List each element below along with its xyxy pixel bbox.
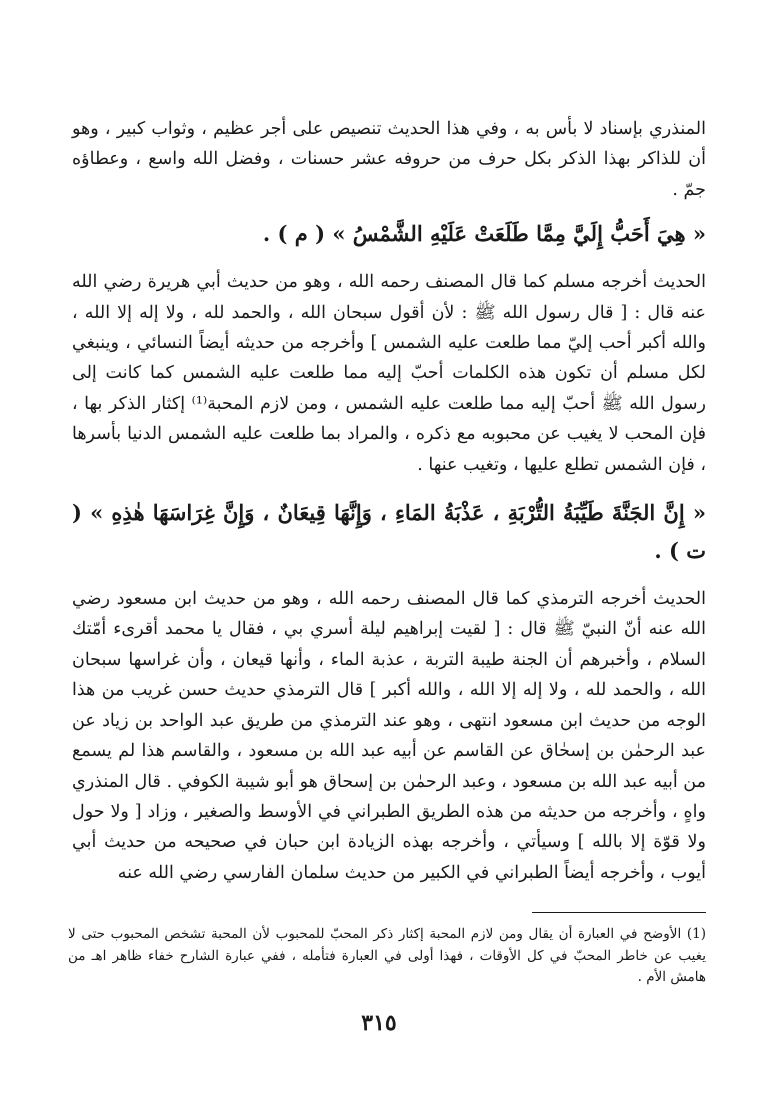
hadith-quote-1: « هِيَ أَحَبُّ إِلَيَّ مِمَّا طَلَعَتْ عَلَيْهِ الشَّمْسُ » ( م ) . — [262, 221, 706, 247]
hadith-quote-2: « إِنَّ الجَنَّةَ طَيِّبَةُ التُّرْبَةِ ، عَذْبَةُ المَاءِ ، وَإِنَّهَا قِيعَانٌ ، وَإِنَّ غِرَاسَهَا هٰذِهِ » ( ت ) . — [72, 500, 706, 564]
paragraph-intro: المنذري بإسناد لا بأس به ، وفي هذا الحديث تنصيص على أجر عظيم ، وثواب كبير ، وهو أن للذاكر بهذا الذكر بكل حرف من حروفه عشر حسنات ، وفضل الله واسع ، وعطاؤه جمّ . — [72, 119, 706, 200]
page-number: ٣١٥ — [361, 1010, 397, 1036]
footnote: (1) الأوضح في العبارة أن يقال ومن لازم المحبة إكثار ذكر المحبّ للمحبوب لأن المحبة تشخص المحبوب حتى لا يغيب عن خاطر المحبّ في كل الأوقات ، فهذا أولى في العبارة فتأمله ، ففي عبارة الشارح خفاء ظاهر اهـ من هامش الأم . — [68, 926, 706, 985]
page-body — [72, 114, 706, 888]
paragraph-commentary-2: الحديث أخرجه الترمذي كما قال المصنف رحمه الله ، وهو من حديث ابن مسعود رضي الله عنه أنّ النبيّ ﷺ قال : [ لقيت إبراهيم ليلة أسري بي ، فقال يا محمد أقرىء أمّتك السلام ، وأخبرهم أن الجنة طيبة التربة ، عذبة الماء ، وأنها قيعان ، وأن غراسها سبحان الله ، والحمد لله ، ولا إله إلا الله ، والله أكبر ] قال الترمذي حديث حسن غريب من هذا الوجه من حديث ابن مسعود انتهى ، وهو عند الترمذي من طريق عبد الواحد بن زياد عن عبد الرحمٰن بن إسحٰاق عن القاسم عن أبيه عبد الله بن مسعود ، والقاسم هذا لم يسمع من أبيه عبد الله بن مسعود ، وعبد الرحمٰن بن إسحاق هو أبو شيبة الكوفي . قال المنذري واهٍ ، وأخرجه من حديثه من هذه الطريق الطبراني في الأوسط والصغير ، وزاد [ ولا حول ولا قوّة إلا بالله ] وسيأتي ، وأخرجه بهذه الزيادة ابن حبان في صحيحه من حديث أبي أيوب ، وأخرجه أيضاً الطبراني في الكبير من حديث سلمان الفارسي رضي الله عنه — [72, 589, 707, 883]
footnote-separator — [532, 912, 706, 913]
paragraph-commentary-1: الحديث أخرجه مسلم كما قال المصنف رحمه الله ، وهو من حديث أبي هريرة رضي الله عنه قال : [ قال رسول الله ﷺ : لأن أقول سبحان الله ، والحمد لله ، ولا إله إلا الله ، والله أكبر أحب إليّ مما طلعت عليه الشمس ] وأخرجه من حديثه أيضاً النسائي ، وينبغي لكل مسلم أن تكون هذه الكلمات أحبّ إليه مما طلعت عليه الشمس كما كانت إلى رسول الله ﷺ أحبّ إليه مما طلعت عليه الشمس ، ومن لازم المحبة⁽¹⁾ إكثار الذكر بها ، فإن المحب لا يغيب عن محبوبه مع ذكره ، والمراد بما طلعت عليه الشمس الدنيا بأسرها ، فإن الشمس تطلع عليها ، وتغيب عنها . — [72, 272, 706, 475]
